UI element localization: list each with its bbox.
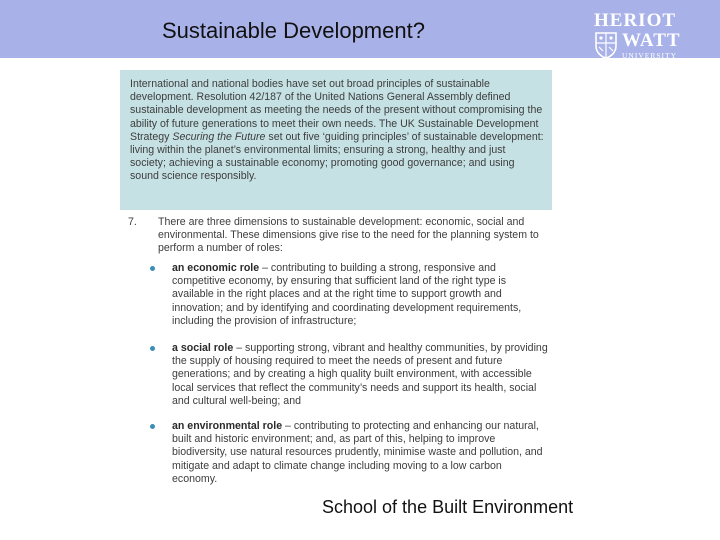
- footer-text: School of the Built Environment: [322, 497, 574, 517]
- slide-title: Sustainable Development?: [162, 18, 425, 43]
- list-item-body: – contributing to protecting and enhancing our natural, built and historic environment; and, as part of this, helping to improve biodiversity, use natural resources prudently, minimise waste and pollution, and mitigate and adapt to climate change including moving to a low carbon economy.: [172, 420, 543, 485]
- box-text-part: International and national bodies have set out broad principles of sustainable development. Resolution 42/187 of the United Nations General Assembly defined sustainable development as meeting the needs of the present without compromising the ability of future generations to meet their own needs. The UK Sustainable Development Strategy: [130, 78, 543, 143]
- paragraph-number: 7.: [128, 216, 137, 228]
- list-item-term: an environmental role: [172, 420, 283, 432]
- logo-text-watt: WATT: [622, 30, 681, 51]
- paragraph-text: There are three dimensions to sustainable development: economic, social and environmental. These dimensions give rise to the need for the planning system to perform a number of roles:: [158, 216, 539, 255]
- logo-text-university: UNIVERSITY: [622, 51, 677, 60]
- header-bar: [0, 0, 720, 58]
- list-item-text: [172, 262, 548, 328]
- list-item-text: [172, 420, 548, 486]
- bullet-icon: [150, 266, 155, 271]
- list-item-term: an economic role: [172, 262, 260, 274]
- highlight-box-text: [130, 78, 544, 184]
- logo-text-heriot: HERIOT: [594, 10, 677, 31]
- crest-icon: [595, 32, 617, 59]
- document-excerpt: [120, 70, 552, 490]
- list-item-term: a social role: [172, 342, 234, 354]
- bullet-icon: [150, 346, 155, 351]
- box-emphasis: Securing the Future: [172, 130, 266, 143]
- list-item-body: – supporting strong, vibrant and healthy communities, by providing the supply of housing required to meet the needs of present and future generations; and by creating a high quality built environment, with accessible local services that reflect the community’s needs and support its health, social and cultural well-being; and: [172, 342, 548, 407]
- list-item-body: – contributing to building a strong, responsive and competitive economy, by ensuring that sufficient land of the right type is available in the right places and at the right time to support growth and innovation; and by identifying and coordinating development requirements, including the provision of infrastructure;: [172, 262, 522, 327]
- university-logo: [584, 4, 690, 66]
- box-text-part: set out five ‘guiding principles’ of sustainable development: living within the planet’s environmental limits; ensuring a strong, healthy and just society; achieving a sustainable economy; promoting good governance; and using sound science responsibly.: [130, 130, 544, 183]
- highlight-box: [120, 70, 552, 210]
- bullet-icon: [150, 424, 155, 429]
- list-item-text: [172, 342, 548, 408]
